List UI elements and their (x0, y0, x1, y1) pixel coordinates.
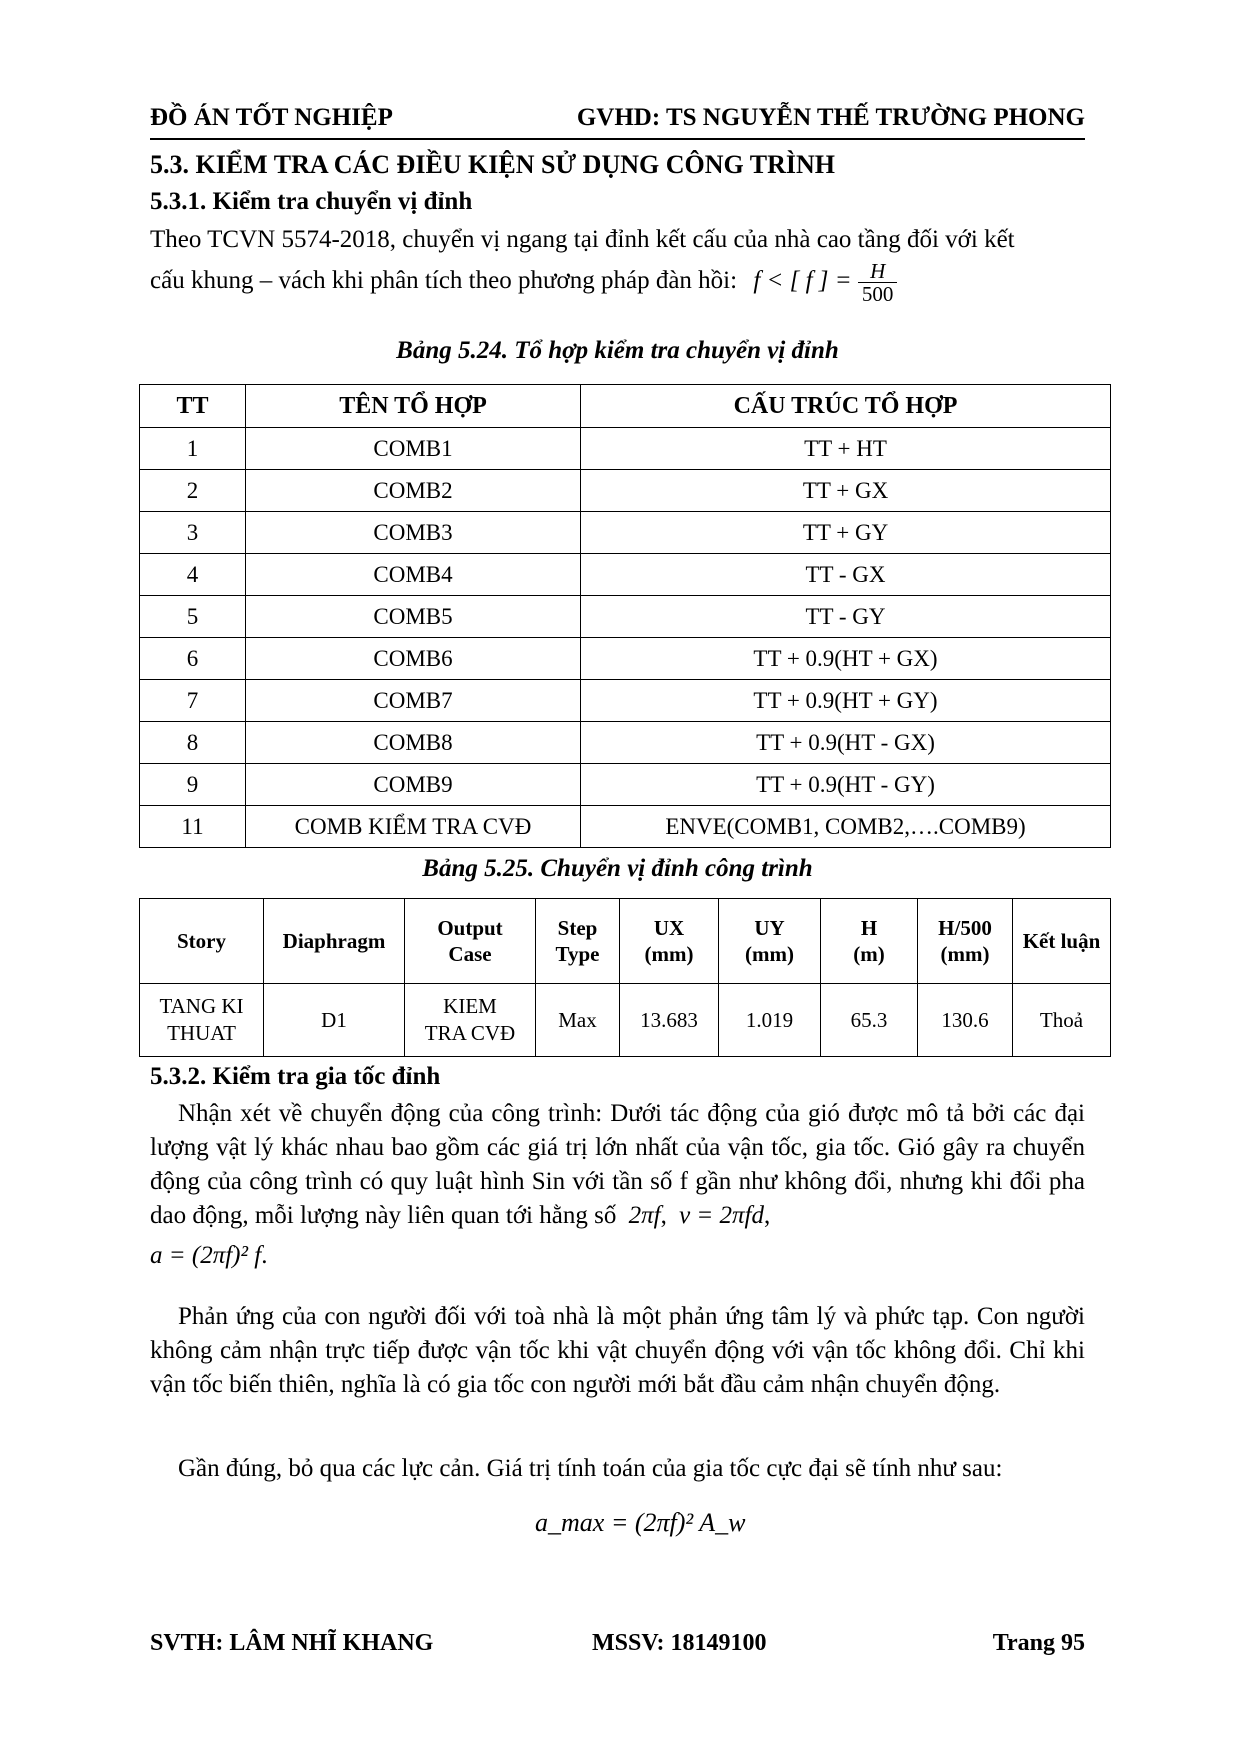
footer-page-number: Trang 95 (992, 1630, 1085, 1656)
formula-2pif: 2πf (628, 1202, 661, 1229)
table-cell: 11 (140, 806, 246, 848)
paragraph-2: Phản ứng của con người đối với toà nhà là một phản ứng tâm lý và phức tạp. Con người không cảm nhận trực tiếp được vận tốc khi vật chuyển động với vận tốc không đổi. Chỉ khi vận tốc biến thiên, nghĩa là có gia tốc con người mới bắt đầu cảm nhận chuyển động. (150, 1303, 1085, 1398)
cell-line: (m) (853, 942, 885, 966)
column-header (405, 899, 536, 984)
cell-line: H (860, 916, 878, 940)
column-header (536, 899, 620, 984)
formula-velocity: v = 2πfd (679, 1202, 764, 1229)
cell-line: Case (448, 942, 492, 966)
period: . (261, 1242, 268, 1269)
table-row (140, 806, 1111, 848)
cell-line: Thoả (1039, 1007, 1084, 1032)
table-cell (264, 984, 405, 1057)
table-cell: 9 (140, 764, 246, 806)
fraction-denominator: 500 (861, 282, 894, 306)
table-row (140, 470, 1111, 512)
table-cell: COMB6 (246, 638, 581, 680)
cell-line: TRA CVĐ (424, 1021, 516, 1045)
paragraph-text: cấu khung – vách khi phân tích theo phương pháp đàn hồi: (150, 267, 738, 295)
formula-fraction (858, 260, 898, 305)
footer-student: SVTH: LÂM NHĨ KHANG (150, 1630, 434, 1656)
table-cell (620, 984, 719, 1057)
page-header (150, 100, 1085, 140)
cell-line: Step (557, 916, 598, 940)
table-cell: 1 (140, 428, 246, 470)
table-cell: 6 (140, 638, 246, 680)
cell-line: Diaphragm (282, 929, 386, 953)
table-cell: TT + GX (581, 470, 1111, 512)
table-caption-1: Bảng 5.24. Tổ hợp kiểm tra chuyển vị đỉnh (396, 337, 839, 364)
table-row (140, 428, 1111, 470)
table-header-row (140, 385, 1111, 428)
table-header-row (140, 899, 1111, 984)
subsection-title-1: 5.3.1. Kiểm tra chuyển vị đỉnh (150, 188, 473, 215)
formula-acceleration: a = (2πf)² f (150, 1242, 262, 1269)
table-row (140, 512, 1111, 554)
column-header: TT (140, 385, 246, 428)
formula-amax: a_max = (2πf)² A_w (535, 1508, 746, 1537)
table-cell: TT + 0.9(HT - GX) (581, 722, 1111, 764)
table-cell (1013, 984, 1111, 1057)
table-cell: TT + 0.9(HT + GY) (581, 680, 1111, 722)
table-cell (140, 984, 264, 1057)
cell-line: UY (754, 916, 785, 940)
column-header: TÊN TỔ HỢP (246, 385, 581, 428)
cell-line: KIEM (443, 994, 497, 1018)
table-cell: TT - GY (581, 596, 1111, 638)
table-cell: 4 (140, 554, 246, 596)
table-row (140, 764, 1111, 806)
cell-line: H/500 (938, 916, 992, 940)
table-row (140, 680, 1111, 722)
separator: , (660, 1202, 667, 1229)
column-header (1013, 899, 1111, 984)
table-cell: TT - GX (581, 554, 1111, 596)
table-cell: 5 (140, 596, 246, 638)
table-cell: COMB2 (246, 470, 581, 512)
cell-line: THUAT (167, 1021, 236, 1045)
table-row (140, 722, 1111, 764)
table-cell: TT + 0.9(HT + GX) (581, 638, 1111, 680)
header-right: GVHD: TS NGUYỄN THẾ TRƯỜNG PHONG (576, 104, 1085, 131)
cell-line: Story (177, 929, 226, 953)
table-cell: COMB7 (246, 680, 581, 722)
table-cell (536, 984, 620, 1057)
column-header (821, 899, 918, 984)
cell-line: D1 (321, 1007, 347, 1032)
table-cell: COMB KIỂM TRA CVĐ (246, 806, 581, 848)
table-cell: COMB1 (246, 428, 581, 470)
paragraph-line-with-formula (150, 260, 897, 312)
cell-line: 65.3 (850, 1007, 888, 1032)
paragraph-line: Theo TCVN 5574-2018, chuyển vị ngang tại đỉnh kết cấu của nhà cao tầng đối với kết (150, 226, 1015, 253)
cell-line: Type (555, 942, 600, 966)
column-header (264, 899, 405, 984)
column-header (620, 899, 719, 984)
table-cell: COMB3 (246, 512, 581, 554)
table-cell: TT + 0.9(HT - GY) (581, 764, 1111, 806)
table-cell: COMB4 (246, 554, 581, 596)
table-cell: TT + GY (581, 512, 1111, 554)
displacement-table (139, 898, 1111, 1057)
column-header (140, 899, 264, 984)
table-caption-2: Bảng 5.25. Chuyển vị đỉnh công trình (422, 855, 813, 882)
cell-line: UX (653, 916, 685, 940)
table-cell: 7 (140, 680, 246, 722)
table-cell: ENVE(COMB1, COMB2,….COMB9) (581, 806, 1111, 848)
table-cell (821, 984, 918, 1057)
formula-lhs: f < [ f ] = (753, 267, 852, 295)
column-header (918, 899, 1013, 984)
paragraph-3: Gần đúng, bỏ qua các lực cản. Giá trị tính toán của gia tốc cực đại sẽ tính như sau: (178, 1455, 1003, 1482)
table-cell: 3 (140, 512, 246, 554)
fraction-numerator: H (858, 260, 898, 283)
cell-line: Max (558, 1007, 597, 1032)
table-cell (719, 984, 821, 1057)
cell-line: (mm) (940, 942, 990, 966)
table-cell: 8 (140, 722, 246, 764)
paragraph-1 (150, 1097, 1085, 1273)
table-row (140, 638, 1111, 680)
table-row (140, 554, 1111, 596)
cell-line: 13.683 (640, 1007, 698, 1032)
cell-line: Kết luận (1022, 929, 1101, 953)
cell-line: (mm) (644, 942, 694, 966)
table-cell: COMB8 (246, 722, 581, 764)
cell-line: Output (437, 916, 503, 940)
paragraph-text: Nhận xét về chuyển động của công trình: Dưới tác động của gió được mô tả bởi các đại lượng vật lý khác nhau bao gồm các giá trị lớn nhất của vận tốc, gia tốc. Gió gây ra chuyển động của công trình có quy luật hình Sin với tần số f gần như không đổi, nhưng khi đổi pha dao động, mỗi lượng này liên quan tới hằng số (150, 1100, 1085, 1229)
footer-student-id: MSSV: 18149100 (592, 1630, 767, 1656)
table-row (140, 984, 1111, 1057)
cell-line: 130.6 (941, 1007, 989, 1032)
table-row (140, 596, 1111, 638)
cell-line: TANG KI (159, 994, 244, 1018)
table-cell: COMB9 (246, 764, 581, 806)
subsection-title-2: 5.3.2. Kiểm tra gia tốc đỉnh (150, 1063, 441, 1090)
table-cell (405, 984, 536, 1057)
section-title: 5.3. KIỂM TRA CÁC ĐIỀU KIỆN SỬ DỤNG CÔNG TRÌNH (150, 150, 835, 179)
cell-line: 1.019 (745, 1007, 794, 1032)
combination-table (139, 384, 1111, 848)
table-cell (918, 984, 1013, 1057)
column-header (719, 899, 821, 984)
table-cell: TT + HT (581, 428, 1111, 470)
table-cell: COMB5 (246, 596, 581, 638)
column-header: CẤU TRÚC TỔ HỢP (581, 385, 1111, 428)
page-footer (150, 1630, 1085, 1664)
separator: , (764, 1202, 771, 1229)
header-left: ĐỒ ÁN TỐT NGHIỆP (150, 104, 393, 131)
cell-line: (mm) (745, 942, 794, 966)
table-cell: 2 (140, 470, 246, 512)
